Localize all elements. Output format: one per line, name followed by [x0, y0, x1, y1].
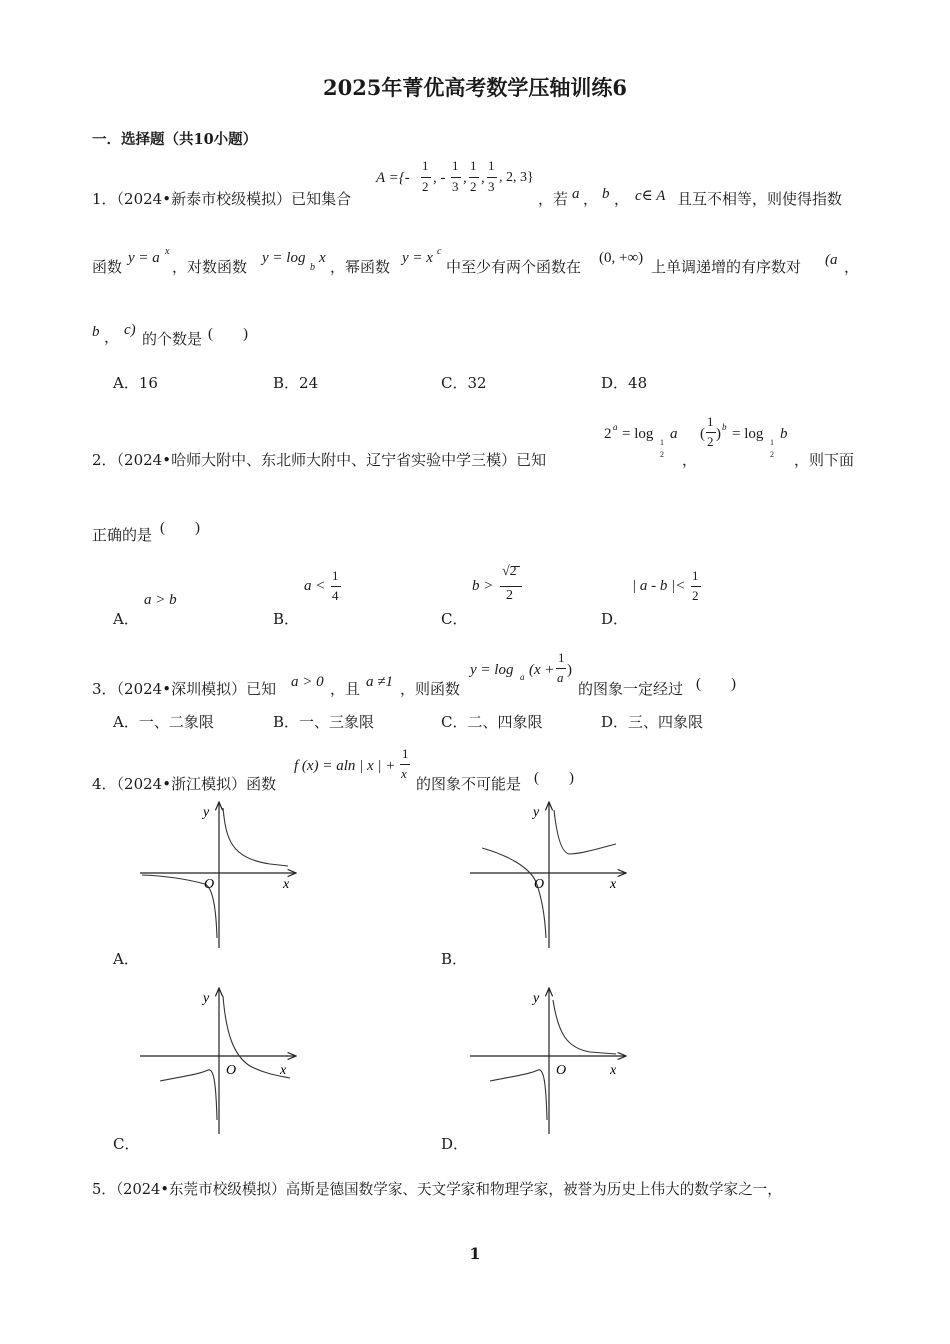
q2-equation-2: ( 1 2 ) b = log 1 2 b	[700, 414, 788, 459]
option-a[interactable]: A．	[113, 610, 139, 628]
q2-text: ，则下面	[794, 451, 855, 469]
curve-left	[160, 1070, 217, 1120]
origin-label: O	[556, 1063, 567, 1078]
graph-d[interactable]	[460, 984, 640, 1140]
q4-text: 的图象不可能是	[416, 775, 522, 793]
answer-paren: ( )	[696, 676, 736, 692]
set-sep: ,	[481, 170, 485, 186]
option-a[interactable]: A．16	[113, 374, 158, 392]
curve-right	[553, 1000, 616, 1054]
exp-function: y = a	[128, 250, 160, 266]
option-d-expr: | a - b |< 1 2	[632, 568, 712, 612]
y-label: y	[533, 991, 540, 1006]
option-c[interactable]: C．32	[441, 374, 487, 392]
origin-label: O	[226, 1063, 237, 1078]
answer-paren: ( )	[208, 326, 248, 342]
origin-label: O	[534, 877, 545, 892]
answer-paren: ( )	[534, 770, 574, 786]
option-b[interactable]: B．24	[273, 374, 319, 392]
option-c[interactable]: C．	[441, 610, 468, 628]
q1-text: 的个数是	[142, 330, 203, 348]
q3-condition-2: a ≠1	[366, 674, 393, 690]
frac-bar	[469, 177, 479, 178]
q1-text: 且互不相等，则使得指数	[677, 190, 843, 208]
curve-left	[490, 1070, 547, 1120]
curve-right	[223, 808, 288, 866]
option-b[interactable]: B．	[273, 610, 300, 628]
log-function: y = log	[262, 250, 306, 266]
var-a: a	[572, 186, 580, 202]
q1-text: ，幂函数	[330, 258, 391, 276]
option-c[interactable]: C．二、四象限	[441, 713, 543, 731]
curve-right	[554, 810, 616, 854]
option-a-expr: a > b	[144, 592, 177, 608]
option-d[interactable]: D．	[441, 1135, 469, 1153]
frac-den: 2	[422, 179, 429, 194]
sep: ，	[583, 190, 599, 208]
q1-set-suffix: , 2, 3}	[499, 170, 534, 185]
frac-bar	[487, 177, 497, 178]
question-5: 5．（2024•东莞市校级模拟）高斯是德国数学家、天文学家和物理学家，被誉为历史上伟大的数学家之一，	[92, 1181, 782, 1198]
y-label: y	[203, 991, 210, 1006]
q3-condition-1: a > 0	[291, 674, 324, 690]
sep: ，	[844, 258, 860, 276]
answer-paren: ( )	[160, 520, 200, 536]
graph-c[interactable]	[130, 984, 310, 1140]
option-b[interactable]: B．一、三象限	[273, 713, 375, 731]
q1-text: 函数	[92, 258, 123, 276]
q2-equation-1: 2 a = log 1 2 a	[604, 422, 678, 459]
page-number: 1	[469, 1244, 481, 1263]
q1-text: ，对数函数	[172, 258, 248, 276]
sep: ，	[104, 328, 120, 346]
x-label: x	[610, 877, 617, 892]
q1-text: 上单调递增的有序数对	[651, 258, 802, 276]
q3-text: 的图象一定经过	[578, 680, 684, 698]
log-sub: b	[310, 262, 315, 273]
origin-label: O	[204, 877, 215, 892]
option-c[interactable]: C．	[113, 1135, 140, 1153]
option-d[interactable]: D．三、四象限	[601, 713, 704, 731]
q3-text: ，且	[330, 680, 361, 698]
q4-lead: 4．（2024•浙江模拟）函数	[92, 775, 277, 793]
q1-lead: 1．（2024•新泰市校级模拟）已知集合	[92, 190, 352, 208]
pair-open: (a	[825, 252, 838, 268]
option-d[interactable]: D．48	[601, 374, 648, 392]
q1-set-prefix: A ={-	[376, 170, 410, 186]
sep: ，	[614, 190, 630, 208]
var-b: b	[92, 324, 100, 340]
option-d[interactable]: D．	[601, 610, 629, 628]
q3-lead: 3．（2024•深圳模拟）已知	[92, 680, 277, 698]
q1-text: 中至少有两个函数在	[446, 258, 582, 276]
graph-b[interactable]	[460, 798, 640, 954]
q1-set-expression	[376, 158, 536, 206]
frac-num: 1	[488, 158, 495, 173]
x-label: x	[610, 1063, 617, 1078]
interval: (0, +∞)	[599, 250, 644, 266]
c-in-a: c∈ A	[635, 188, 666, 204]
set-sep: ,	[463, 170, 467, 186]
option-b-expr: a < 1 4	[304, 568, 354, 612]
graph-a[interactable]	[130, 798, 310, 954]
exp-sup: x	[165, 246, 170, 257]
page-title: 2025年菁优高考数学压轴训练6	[322, 75, 628, 100]
q3-function: y = log a (x + 1 a )	[470, 650, 572, 685]
q4-function: f (x) = aln | x | + 1 x	[294, 746, 409, 781]
var-c: c)	[124, 322, 136, 338]
option-b[interactable]: B．	[441, 950, 468, 968]
frac-bar	[451, 177, 461, 178]
option-a[interactable]: A．一、二象限	[113, 713, 214, 731]
option-a[interactable]: A．	[113, 950, 139, 968]
frac-bar	[421, 177, 431, 178]
frac-den: 3	[452, 179, 459, 194]
x-label: x	[283, 877, 290, 892]
sep: ，	[682, 451, 698, 469]
pow-sup: c	[437, 246, 442, 257]
q3-text: ，则函数	[400, 680, 461, 698]
q2-lead: 2．（2024•哈师大附中、东北师大附中、辽宁省实验中学三模）已知	[92, 451, 547, 469]
q2-text: 正确的是	[92, 526, 153, 544]
section-heading: 一．选择题（共10小题）	[92, 131, 258, 148]
q1-text: ，若	[538, 190, 569, 208]
frac-num: 1	[422, 158, 429, 173]
set-sep: , -	[433, 170, 446, 186]
var-b: b	[602, 186, 610, 202]
frac-den: 3	[488, 179, 495, 194]
y-label: y	[533, 805, 540, 820]
frac-num: 1	[452, 158, 459, 173]
option-c-expr: b > √2 2	[472, 564, 532, 612]
x-label: x	[280, 1063, 287, 1078]
power-function: y = x	[402, 250, 433, 266]
frac-den: 2	[470, 179, 477, 194]
frac-num: 1	[470, 158, 477, 173]
log-arg: x	[319, 250, 326, 266]
y-label: y	[203, 805, 210, 820]
curve-left	[482, 848, 546, 938]
